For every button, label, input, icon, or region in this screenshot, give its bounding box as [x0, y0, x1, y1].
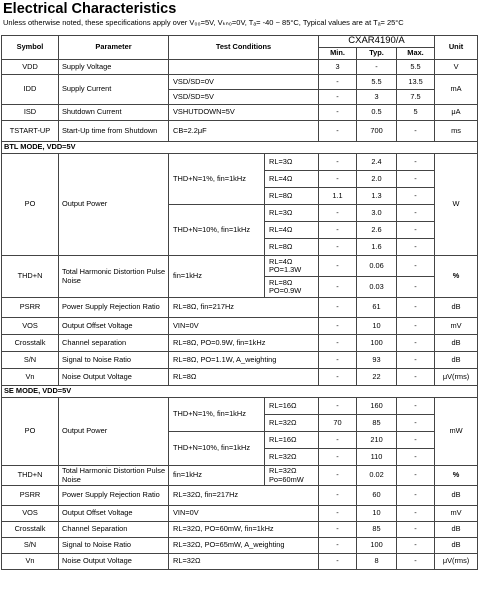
- typ-cell: 2.4: [357, 154, 397, 171]
- unit-cell: dB: [435, 335, 478, 352]
- condition-cell: VSHUTDOWN=5V: [169, 105, 319, 121]
- min-cell: -: [319, 105, 357, 121]
- typ-cell: 5.5: [357, 75, 397, 90]
- load-cell: [265, 277, 319, 298]
- table-row: [2, 121, 478, 142]
- section-header-row: [2, 142, 478, 154]
- parameter-cell: Output Power: [59, 154, 169, 256]
- min-cell: -: [319, 335, 357, 352]
- parameter-cell: Shutdown Current: [59, 105, 169, 121]
- unit-cell: mV: [435, 318, 478, 335]
- max-cell: -: [397, 256, 435, 277]
- unit-cell: %: [435, 256, 478, 298]
- section-title: SE MODE, VDD=5V: [2, 386, 478, 398]
- table-row: [2, 60, 478, 75]
- load-cell: [265, 466, 319, 486]
- condition-cell: VSD/SD=5V: [169, 90, 319, 105]
- condition-cell: RL=32Ω, PO=60mW, fin=1kHz: [169, 522, 319, 538]
- unit-cell: dB: [435, 486, 478, 506]
- typ-cell: 3: [357, 90, 397, 105]
- parameter-cell: Noise Output Voltage: [59, 554, 169, 570]
- condition-cell: THD+N=10%, fin=1kHz: [169, 432, 265, 466]
- typ-cell: 100: [357, 335, 397, 352]
- condition-cell: RL=32Ω, PO=65mW, A_weighting: [169, 538, 319, 554]
- condition-cell: THD+N=10%, fin=1kHz: [169, 205, 265, 256]
- condition-cell: RL=8Ω, PO=1.1W, A_weighting: [169, 352, 319, 369]
- typ-cell: 100: [357, 538, 397, 554]
- table-row: [2, 466, 478, 486]
- parameter-cell: Output Power: [59, 398, 169, 466]
- condition-cell: [169, 60, 319, 75]
- symbol-cell: PO: [2, 154, 59, 256]
- header-row: [2, 36, 478, 48]
- max-cell: -: [397, 121, 435, 142]
- symbol-cell: PSRR: [2, 298, 59, 318]
- typ-cell: 210: [357, 432, 397, 449]
- col-min: Min.: [319, 48, 357, 60]
- max-cell: -: [397, 506, 435, 522]
- min-cell: -: [319, 222, 357, 239]
- parameter-cell: Output Offset Voltage: [59, 318, 169, 335]
- table-row: [2, 506, 478, 522]
- load-resistance: RL=32Ω: [269, 466, 297, 476]
- typ-cell: 2.6: [357, 222, 397, 239]
- table-row: [2, 398, 478, 415]
- symbol-cell: VDD: [2, 60, 59, 75]
- page-title: Electrical Characteristics: [3, 1, 177, 17]
- parameter-cell: Power Supply Rejection Ratio: [59, 486, 169, 506]
- max-cell: -: [397, 335, 435, 352]
- load-cell: RL=3Ω: [265, 205, 319, 222]
- symbol-cell: PSRR: [2, 486, 59, 506]
- max-cell: -: [397, 188, 435, 205]
- condition-cell: RL=32Ω, fin=217Hz: [169, 486, 319, 506]
- max-cell: -: [397, 298, 435, 318]
- electrical-characteristics-table: [1, 35, 478, 570]
- col-typ: Typ.: [357, 48, 397, 60]
- load-cell: RL=8Ω: [265, 239, 319, 256]
- table-row: [2, 352, 478, 369]
- parameter-cell: Total Harmonic Distortion Pulse Noise: [59, 256, 169, 298]
- table-row: [2, 554, 478, 570]
- min-cell: -: [319, 277, 357, 298]
- load-cell: RL=4Ω: [265, 222, 319, 239]
- load-cell: RL=8Ω: [265, 188, 319, 205]
- unit-cell: dB: [435, 352, 478, 369]
- min-cell: -: [319, 432, 357, 449]
- condition-cell: RL=8Ω, fin=217Hz: [169, 298, 319, 318]
- condition-cell: THD+N=1%, fin=1kHz: [169, 154, 265, 205]
- symbol-cell: THD+N: [2, 466, 59, 486]
- max-cell: -: [397, 398, 435, 415]
- typ-cell: 61: [357, 298, 397, 318]
- table-row: [2, 298, 478, 318]
- load-cell: [265, 256, 319, 277]
- symbol-cell: VOS: [2, 318, 59, 335]
- typ-cell: 93: [357, 352, 397, 369]
- unit-cell: μA: [435, 105, 478, 121]
- load-cell: RL=3Ω: [265, 154, 319, 171]
- max-cell: -: [397, 205, 435, 222]
- symbol-cell: S/N: [2, 538, 59, 554]
- unit-cell: dB: [435, 538, 478, 554]
- min-cell: -: [319, 121, 357, 142]
- unit-cell: V: [435, 60, 478, 75]
- parameter-cell: Signal to Noise Ratio: [59, 352, 169, 369]
- unit-cell: μV(rms): [435, 369, 478, 386]
- max-cell: -: [397, 154, 435, 171]
- unit-cell: W: [435, 154, 478, 256]
- min-cell: -: [319, 522, 357, 538]
- min-cell: -: [319, 486, 357, 506]
- unit-cell: %: [435, 466, 478, 486]
- min-cell: -: [319, 538, 357, 554]
- table-row: [2, 522, 478, 538]
- max-cell: 5: [397, 105, 435, 121]
- load-resistance: RL=8Ω: [269, 277, 293, 287]
- load-cell: RL=32Ω: [265, 449, 319, 466]
- condition-cell: fin=1kHz: [169, 256, 265, 298]
- table-row: [2, 335, 478, 352]
- min-cell: -: [319, 90, 357, 105]
- min-cell: -: [319, 239, 357, 256]
- max-cell: -: [397, 277, 435, 298]
- typ-cell: 8: [357, 554, 397, 570]
- min-cell: -: [319, 318, 357, 335]
- max-cell: -: [397, 554, 435, 570]
- max-cell: -: [397, 239, 435, 256]
- unit-cell: mV: [435, 506, 478, 522]
- max-cell: -: [397, 369, 435, 386]
- col-unit: Unit: [435, 36, 478, 60]
- parameter-cell: Signal to Noise Ratio: [59, 538, 169, 554]
- min-cell: -: [319, 369, 357, 386]
- parameter-cell: Supply Voltage: [59, 60, 169, 75]
- typ-cell: 700: [357, 121, 397, 142]
- typ-cell: 60: [357, 486, 397, 506]
- max-cell: -: [397, 449, 435, 466]
- min-cell: -: [319, 75, 357, 90]
- condition-cell: fin=1kHz: [169, 466, 265, 486]
- unit-cell: mA: [435, 75, 478, 105]
- typ-cell: 1.6: [357, 239, 397, 256]
- condition-cell: CB=2.2μF: [169, 121, 319, 142]
- typ-cell: 85: [357, 522, 397, 538]
- load-cell: RL=32Ω: [265, 415, 319, 432]
- unit-cell: mW: [435, 398, 478, 466]
- unit-cell: μV(rms): [435, 554, 478, 570]
- typ-cell: 110: [357, 449, 397, 466]
- max-cell: -: [397, 171, 435, 188]
- typ-cell: -: [357, 60, 397, 75]
- load-power: Po=60mW: [269, 474, 304, 484]
- max-cell: -: [397, 432, 435, 449]
- condition-cell: VIN=0V: [169, 506, 319, 522]
- condition-cell: RL=32Ω: [169, 554, 319, 570]
- symbol-cell: ISD: [2, 105, 59, 121]
- col-max: Max.: [397, 48, 435, 60]
- table-row: [2, 105, 478, 121]
- max-cell: -: [397, 318, 435, 335]
- condition-cell: VIN=0V: [169, 318, 319, 335]
- max-cell: 7.5: [397, 90, 435, 105]
- parameter-cell: Power Supply Rejection Ratio: [59, 298, 169, 318]
- table-row: [2, 486, 478, 506]
- typ-cell: 160: [357, 398, 397, 415]
- symbol-cell: Vn: [2, 369, 59, 386]
- max-cell: -: [397, 538, 435, 554]
- table-row: [2, 154, 478, 171]
- parameter-cell: Output Offset Voltage: [59, 506, 169, 522]
- typ-cell: 85: [357, 415, 397, 432]
- part-number: CXAR4190/A: [319, 36, 435, 48]
- table-row: [2, 318, 478, 335]
- col-test-conditions: Test Conditions: [169, 36, 319, 60]
- condition-cell: RL=8Ω, PO=0.9W, fin=1kHz: [169, 335, 319, 352]
- section-title: BTL MODE, VDD=5V: [2, 142, 478, 154]
- typ-cell: 0.02: [357, 466, 397, 486]
- min-cell: -: [319, 352, 357, 369]
- parameter-cell: Channel Separation: [59, 522, 169, 538]
- min-cell: -: [319, 154, 357, 171]
- typ-cell: 3.0: [357, 205, 397, 222]
- min-cell: -: [319, 449, 357, 466]
- symbol-cell: VOS: [2, 506, 59, 522]
- parameter-cell: Start-Up time from Shutdown: [59, 121, 169, 142]
- typ-cell: 2.0: [357, 171, 397, 188]
- condition-cell: THD+N=1%, fin=1kHz: [169, 398, 265, 432]
- parameter-cell: Channel separation: [59, 335, 169, 352]
- symbol-cell: IDD: [2, 75, 59, 105]
- min-cell: -: [319, 554, 357, 570]
- symbol-cell: THD+N: [2, 256, 59, 298]
- load-resistance: RL=4Ω: [269, 256, 293, 266]
- unit-cell: dB: [435, 298, 478, 318]
- min-cell: 3: [319, 60, 357, 75]
- typ-cell: 10: [357, 506, 397, 522]
- unit-cell: dB: [435, 522, 478, 538]
- max-cell: -: [397, 486, 435, 506]
- conditions-note: Unless otherwise noted, these specifications apply over V₀₀=5V, Vₖₙ₀=0V, Tₐ= -40 ~ 85°C, Typical values are at Tₐ= 25°C: [3, 18, 404, 27]
- min-cell: -: [319, 398, 357, 415]
- unit-cell: ms: [435, 121, 478, 142]
- load-power: PO=0.9W: [269, 286, 302, 295]
- typ-cell: 0.5: [357, 105, 397, 121]
- typ-cell: 1.3: [357, 188, 397, 205]
- col-parameter: Parameter: [59, 36, 169, 60]
- symbol-cell: PO: [2, 398, 59, 466]
- typ-cell: 10: [357, 318, 397, 335]
- typ-cell: 22: [357, 369, 397, 386]
- min-cell: -: [319, 506, 357, 522]
- max-cell: -: [397, 415, 435, 432]
- condition-cell: RL=8Ω: [169, 369, 319, 386]
- min-cell: -: [319, 205, 357, 222]
- section-header-row: [2, 386, 478, 398]
- min-cell: -: [319, 298, 357, 318]
- table-row: [2, 75, 478, 90]
- parameter-cell: Supply Current: [59, 75, 169, 105]
- parameter-cell: Total Harmonic Distortion Pulse Noise: [59, 466, 169, 486]
- parameter-cell: Noise Output Voltage: [59, 369, 169, 386]
- symbol-cell: S/N: [2, 352, 59, 369]
- max-cell: -: [397, 522, 435, 538]
- min-cell: -: [319, 466, 357, 486]
- symbol-cell: Crosstalk: [2, 335, 59, 352]
- load-cell: RL=4Ω: [265, 171, 319, 188]
- max-cell: 5.5: [397, 60, 435, 75]
- table-row: [2, 538, 478, 554]
- min-cell: 70: [319, 415, 357, 432]
- min-cell: -: [319, 171, 357, 188]
- symbol-cell: Vn: [2, 554, 59, 570]
- min-cell: 1.1: [319, 188, 357, 205]
- typ-cell: 0.03: [357, 277, 397, 298]
- load-cell: RL=16Ω: [265, 398, 319, 415]
- symbol-cell: TSTART-UP: [2, 121, 59, 142]
- min-cell: -: [319, 256, 357, 277]
- table-row: [2, 256, 478, 277]
- max-cell: -: [397, 222, 435, 239]
- max-cell: 13.5: [397, 75, 435, 90]
- max-cell: -: [397, 352, 435, 369]
- max-cell: -: [397, 466, 435, 486]
- condition-cell: VSD/SD=0V: [169, 75, 319, 90]
- load-power: PO=1.3W: [269, 265, 302, 274]
- load-cell: RL=16Ω: [265, 432, 319, 449]
- table-row: [2, 369, 478, 386]
- col-symbol: Symbol: [2, 36, 59, 60]
- typ-cell: 0.06: [357, 256, 397, 277]
- symbol-cell: Crosstalk: [2, 522, 59, 538]
